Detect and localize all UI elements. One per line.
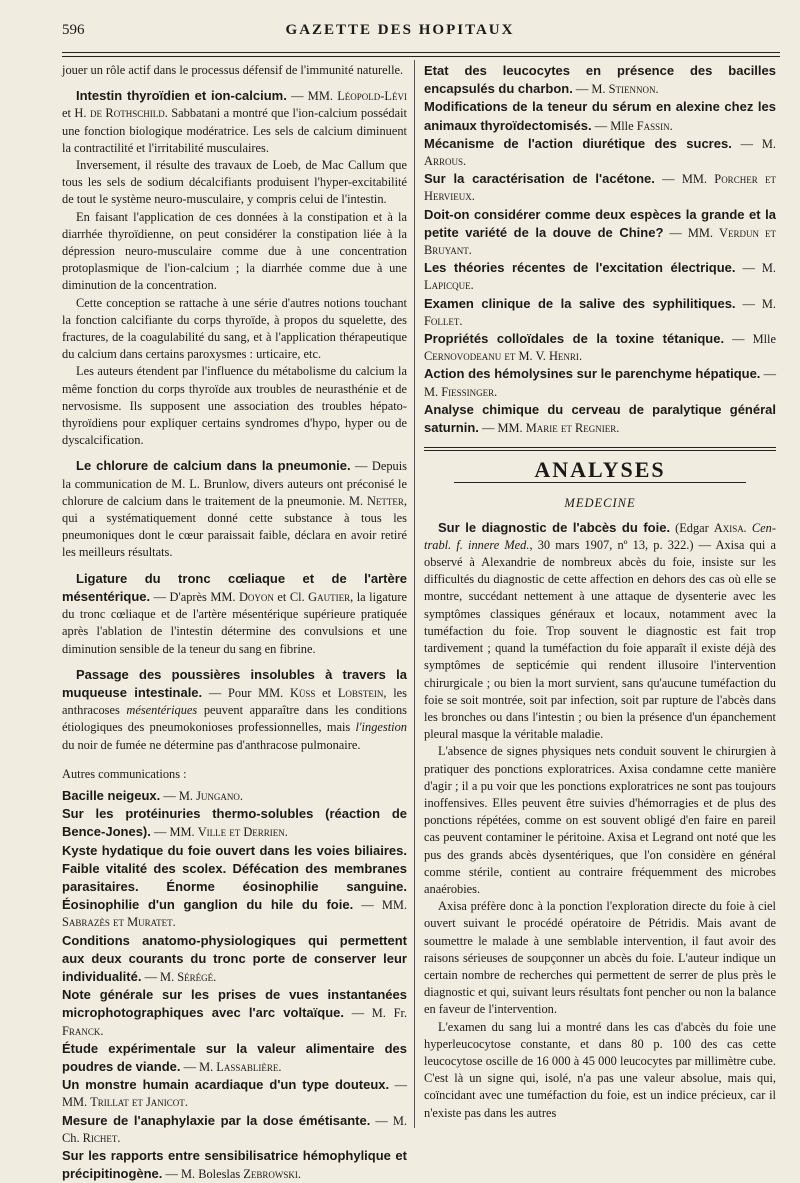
item-sep: — M. [731, 136, 777, 151]
item-sep: — MM. [62, 1078, 407, 1110]
reference: , 30 mars 1907, nº 13, p. 322.) — [529, 537, 716, 552]
item-title: Conditions anatomo-physiologiques qui permettent aux deux courants du tronc porte de conserver leur individualité. [62, 932, 407, 984]
paragraph: Cette conception se rattache à une série d'autres notions touchant la fonction calcifiante du corps thyroïde, à propos du squelette, des fractures, de la coagulabilité du sang, et à l'application thérapeutique du calcium dans certains paroxysmes : urticaire, etc. [62, 295, 407, 362]
item-authors: Trillat et Janicot [90, 1095, 185, 1110]
item-sep: — Mlle [724, 332, 776, 347]
communication-item [424, 295, 776, 330]
item-end: . [471, 189, 475, 204]
author-sep: — Pour MM. [202, 685, 290, 700]
item-sep: — MM. [150, 825, 198, 840]
item-authors: Lapicque [424, 278, 471, 293]
item-sep: — M. [180, 1059, 217, 1074]
left-column [62, 62, 407, 1183]
item-end: . [278, 1059, 282, 1074]
communication-item [62, 1112, 407, 1147]
item-title: Les théories récentes de l'excitation électrique. [424, 260, 736, 276]
section-underline [454, 482, 746, 483]
communication-item [62, 1076, 407, 1111]
item-sep: — M. [141, 969, 178, 984]
communication-item [424, 330, 776, 365]
article-body: , les anthracoses [62, 685, 407, 718]
item-sep: — M. [735, 261, 777, 276]
paragraph: L'examen du sang lui a montré dans les cas d'abcès du foie une hyperleucocytose constante, et dans 80 p. 100 des cas cette leucocytose oscille de 16 000 à 45 000 leucocytes par millimètre cube. C'est là un signe qui, isolé, n'a pas une valeur absolue, mais qui, coïncidant avec une tuméfaction du foie, est un indice précieux, car il n'existe pas dans les autres [424, 1019, 776, 1120]
communication-item [424, 365, 776, 400]
page-header [0, 22, 800, 46]
item-end: . [100, 1023, 104, 1038]
item-title: Modifications de la teneur du sérum en alexine chez les animaux thyroïdectomisés. [424, 99, 776, 133]
item-authors: Richet [82, 1130, 118, 1145]
communication-item [62, 1147, 407, 1183]
item-end: . [459, 313, 463, 328]
subsection-title: MEDECINE [564, 496, 636, 511]
communication-item [424, 259, 776, 294]
author-sep: et H. [62, 106, 90, 121]
author: Lobstein [337, 685, 384, 700]
article-title: Intestin thyroïdien et ion-calcium. [76, 88, 287, 104]
item-end: . [117, 1130, 121, 1145]
analysis-title: Sur le diagnostic de l'abcès du foie. [438, 519, 671, 535]
item-authors: Ville et Derrien [197, 825, 285, 840]
communication-item [62, 805, 407, 841]
item-end: . [184, 1095, 188, 1110]
paragraph: Axisa préfère donc à la ponction l'exploration directe du foie à ciel ouvert suivant le procédé opératoire de Pétridis. Mais avant de soumettre le malade à une semblable intervention, il faut avoir des raisons sérieuses de soupçonner un abcès du foie. L'auteur indique un certain nombre de recherches qui permettent de serrer de plus près le diagnostic et qui, suivant leurs résultats font pencher ou non la balance en faveur de l'intervention. [424, 899, 776, 1017]
item-title: Mesure de l'anaphylaxie par la dose émétisante. [62, 1112, 371, 1128]
item-authors: Stiennon [608, 82, 656, 97]
item-title: Étude expérimentale sur la valeur alimentaire des poudres de viande. [62, 1040, 407, 1074]
article-body: , la ligature du tronc cœliaque et de l'artère mésentérique supérieure pratiquée après l'ablation de l'intestin détermine des convulsions et une diminution sensible de la teneur du sang en fibrine. [62, 589, 407, 656]
item-sep: — M. Fr. [344, 1006, 408, 1021]
author: de Rothschild [89, 106, 165, 121]
item-title: Un monstre humain acardiaque d'un type douteux. [62, 1077, 390, 1093]
item-end: . [213, 969, 217, 984]
item-end: . [468, 243, 472, 258]
paragraph: L'absence de signes physiques nets conduit souvent le chirurgien à pratiquer des ponctions exploratrices. Axisa condamne cette manière d'agir ; il a pu voir que les ponctions exploratrices ne sont pas toujours inoffensives. Elles peuvent être suivies d'hémorragies et de plus des ponctions répétées, comme on est souvent obligé d'en faire en pareil cas peuvent contaminer le péritoine. Axisa et Legrand ont noté que les pus des grands abcès dysentériques, que l'on considère en général comme stérile, contient au contraire fréquemment des microbes anaérobies. [424, 744, 776, 896]
item-title: Analyse chimique du cerveau de paralytique général saturnin. [424, 401, 776, 436]
item-sep: — M. Ch. [62, 1113, 408, 1145]
communication-item [62, 787, 407, 805]
item-end: . [462, 154, 467, 169]
reference-author: Axisa [713, 520, 744, 535]
item-title: Mécanisme de l'action diurétique des sucres. [424, 135, 732, 151]
communication-item [62, 1040, 407, 1076]
author: Küss [289, 685, 316, 700]
item-title: Sur la caractérisation de l'acétone. [424, 171, 655, 187]
item-sep: — Mlle [591, 118, 637, 133]
communication-item [62, 986, 407, 1040]
item-authors: Sérégé [177, 969, 214, 984]
paragraph: Les auteurs étendent par l'influence du métabolisme du calcium la même fonction du corps thyroïde aux troubles de neurasthénie et de nervosisme. Ils supposent une association des troubles hépato-thyroïdiens pour expliquer certains syndromes d'hypo, hyper ou de dyscalcification. [62, 364, 407, 448]
communication-item [424, 62, 776, 98]
communication-item [424, 401, 776, 437]
article-body: , qui a systématiquement donné cette substance à tous les pneumoniques dont le cœur paraissait faible, déclara en avoir retiré les meilleurs résultats. [62, 493, 407, 560]
reference-journal: . Cen-trabl. f. innere Med. [424, 520, 777, 552]
item-title: Note générale sur les prises de vues instantanées microphotographiques avec l'arc voltaïque. [62, 987, 407, 1021]
item-title: Action des hémolysines sur le parenchyme hépatique. [424, 366, 761, 382]
article-body: du noir de fumée ne détermine pas d'anthracose pulmonaire. [62, 737, 361, 752]
article-body: . Sabbatani a montré que l'ion-calcium possédait une fonction biologique modératrice. Les sels de calcium diminuent la contractilité et l'irritabilité musculaires. [62, 106, 408, 155]
item-end: . [284, 825, 288, 840]
communication-item [424, 98, 776, 134]
italic-term: l'ingestion [355, 720, 407, 735]
communication-item [424, 170, 776, 205]
item-sep: — M. [572, 82, 609, 97]
right-communications-list [424, 62, 776, 437]
item-authors: Porcher et Hervieux [424, 172, 776, 204]
item-authors: Marie et Regnier [525, 421, 617, 436]
item-sep: — MM. [353, 898, 407, 913]
item-authors: Sabrazès et Muratet [62, 915, 173, 930]
item-end: . [655, 82, 659, 97]
paragraph: Inversement, il résulte des travaux de Loeb, de Mac Callum que tous les sels de sodium décalcifiants produisent l'hyper-excitabilité de tout le système neuro-musculaire, y compris celui de l'intestin. [62, 158, 407, 207]
section-rule [424, 447, 776, 451]
item-authors: Cernovodeanu et M. V. Henri [424, 349, 579, 364]
analysis-article [424, 519, 776, 744]
item-sep: — MM. [654, 172, 715, 187]
item-title: Examen clinique de la salive des syphilitiques. [424, 295, 736, 311]
continued-paragraph: jouer un rôle actif dans le processus défensif de l'immunité naturelle. [62, 63, 404, 77]
item-authors: Arrous [424, 154, 463, 169]
author: Léopold-Lévi [337, 89, 407, 104]
item-title: Bacille neigeux. [62, 787, 161, 803]
item-title: Etat des leucocytes en présence des bacilles encapsulés du charbon. [424, 63, 776, 97]
other-communications-heading: Autres communications : [62, 766, 187, 781]
header-rule-bottom [62, 56, 780, 57]
section-title: ANALYSES [534, 457, 666, 483]
item-authors: Lassablière [216, 1059, 279, 1074]
item-end: . [669, 118, 673, 133]
item-sep: — M. [424, 367, 776, 399]
item-sep: — MM. [663, 225, 720, 240]
item-authors: Fiessinger [441, 384, 495, 399]
page-number: 596 [62, 22, 85, 38]
article-title: Ligature du tronc cœliaque et de l'artère mésentérique. [62, 570, 407, 604]
communication-item [62, 842, 407, 932]
article-body: peuvent apparaître dans les conditions étiologiques des pneumokonioses professionnelles, mais [62, 703, 407, 735]
item-title: Doit-on considérer comme deux espèces la grande et la petite variété de la douve de Chine? [424, 206, 776, 240]
item-authors: Fassin [636, 118, 670, 133]
article-intestin-thyroidien [62, 87, 407, 157]
item-sep: — MM. [478, 421, 526, 436]
article-chlorure-calcium [62, 457, 407, 561]
author-sep: — MM. [286, 89, 338, 104]
author-sep: et Cl. [273, 589, 309, 604]
author: Netter [366, 493, 404, 508]
item-end: . [494, 384, 498, 399]
item-title: Sur les rapports entre sensibilisatrice hémophylique et précipitinogène. [62, 1147, 407, 1182]
analysis-body: Axisa qui a observé à Alexandrie de nombreux abcès du foie, insiste sur les difficultés du diagnostic de cette affection en dehors des cas où elle se montre, succédant nettement à une attaque de dysenterie avec les symptômes classiques généraux et locaux, notamment avec la tuméfaction du foie. Trop souvent le diagnostic est fait trop tardivement ; quand la tuméfaction du foie apparaît il existe déjà des symptômes de septicémie qui rendent illusoire l'intervention chirurgicale ; ou bien la mort survient, sans qu'aucune tuméfaction du foie se soit montrée, soit par infection, soit par rupture de l'abcès dans les bronches ou dans l'intestin ; ou bien la présence d'un épanchement pleural masque la véritable maladie. [424, 537, 777, 742]
item-authors: Follet [424, 313, 460, 328]
reference: (Edgar [670, 520, 714, 535]
analyses-section [424, 447, 776, 1122]
communication-item [424, 206, 776, 260]
item-end: . [578, 349, 583, 364]
author-sep: — D'après MM. [150, 589, 239, 604]
article-title: Le chlorure de calcium dans la pneumonie. [76, 458, 351, 474]
item-title: Kyste hydatique du foie ouvert dans les voies biliaires. Faible vitalité des scolex. Défécation des membranes parasitaires. Énorme éosinophilie sanguine. Éosinophilie d'un ganglion du hile du foie. [62, 842, 407, 913]
italic-term: mésentériques [126, 703, 198, 718]
item-sep: — M. Boleslas [162, 1167, 244, 1182]
item-end: . [239, 788, 244, 803]
item-end: . [172, 915, 176, 930]
paragraph: En faisant l'application de ces données à la constipation et à la diarrhée thyroïdienne, on peut considérer la constipation liée à la dépression neuro-musculaire comme due à une concentration protoplasmique de l'ion-calcium ; la diarrhée comme due à une diminution de la concentration. [62, 209, 407, 293]
left-communications-list [62, 787, 407, 1183]
column-divider [414, 60, 415, 1128]
item-end: . [297, 1167, 301, 1182]
communication-item [424, 135, 776, 170]
right-column [424, 62, 776, 1122]
article-body: — Depuis la communication de M. L. Brunlow, divers auteurs ont préconisé le chlorure de calcium dans le traitement de la pneumonie. M. [62, 459, 407, 508]
author-sep: et [315, 685, 338, 700]
item-authors: Jungano [196, 788, 240, 803]
article-title: Passage des poussières insolubles à travers la muqueuse intestinale. [62, 666, 407, 700]
communication-item [62, 932, 407, 987]
item-end: . [470, 278, 474, 293]
item-sep: — M. [735, 296, 777, 311]
item-title: Sur les protéinuries thermo-solubles (réaction de Bence-Jones). [62, 806, 407, 840]
item-authors: Verdun et Bruyant [424, 225, 776, 258]
item-authors: Zebrowski [243, 1167, 298, 1182]
item-sep: — M. [160, 788, 197, 803]
author: Doyon [238, 589, 274, 604]
article-passage-poussieres [62, 666, 407, 754]
item-authors: Franck [62, 1023, 101, 1038]
article-ligature-tronc [62, 570, 407, 658]
item-end: . [616, 421, 620, 436]
header-rule-top [62, 52, 780, 53]
item-title: Propriétés colloïdales de la toxine tétanique. [424, 331, 725, 347]
journal-title: GAZETTE DES HOPITAUX [285, 22, 515, 38]
author: Gautier [308, 589, 351, 604]
